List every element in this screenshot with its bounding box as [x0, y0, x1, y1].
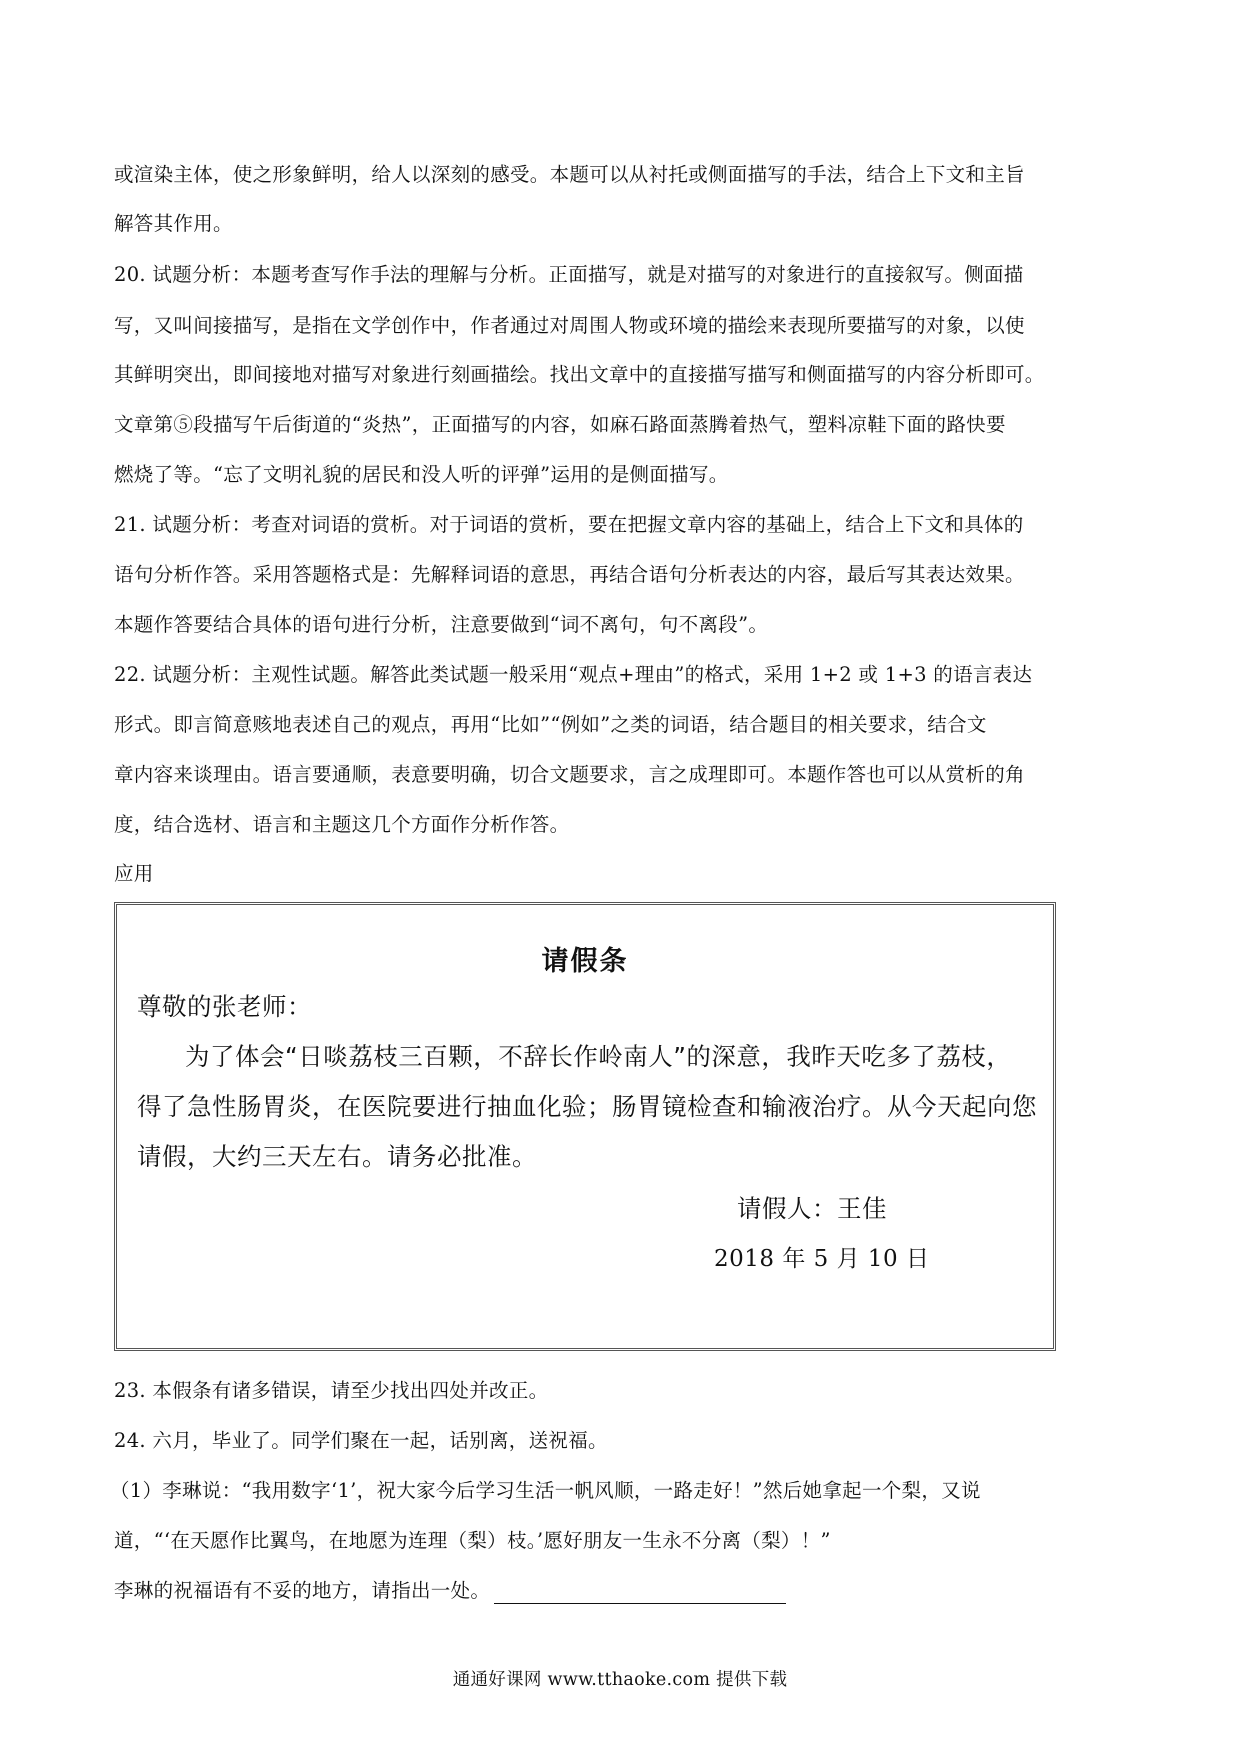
question-23: 23. 本假条有诸多错误，请至少找出四处并改正。	[114, 1379, 549, 1402]
leave-note-body: 为了体会“日啖荔枝三百颗，不辞长作岭南人”的深意，我昨天吃多了荔枝，	[185, 1042, 1012, 1071]
paragraph-21: 语句分析作答。采用答题格式是：先解释词语的意思，再结合语句分析表达的内容，最后写其表达效果。	[114, 563, 1025, 586]
leave-note-body: 请假，大约三天左右。请务必批准。	[137, 1142, 537, 1171]
paragraph-21: 21. 试题分析：考查对词语的赏析。对于词语的赏析，要在把握文章内容的基础上，结合上下文和具体的	[114, 513, 1024, 536]
paragraph-20: 其鲜明突出，即间接地对描写对象进行刻画描绘。找出文章中的直接描写描写和侧面描写的内容分析即可。	[114, 363, 1045, 386]
paragraph-20: 燃烧了等。“忘了文明礼貌的居民和没人听的评弹”运用的是侧面描写。	[114, 463, 729, 486]
section-heading: 应用	[114, 862, 154, 885]
leave-note-salutation: 尊敬的张老师：	[137, 992, 312, 1021]
question-24-prompt	[114, 1578, 1134, 1604]
paragraph-21: 本题作答要结合具体的语句进行分析，注意要做到“词不离句，句不离段”。	[114, 613, 769, 636]
paragraph-22: 度，结合选材、语言和主题这几个方面作分析作答。	[114, 813, 570, 836]
question-24-part-1: （1）李琳说：“我用数字‘1’，祝大家今后学习生活一帆风顺，一路走好！”然后她拿起一个梨，又说	[110, 1479, 981, 1502]
leave-note-date: 2018 年 5 月 10 日	[714, 1246, 930, 1272]
paragraph-22: 22. 试题分析：主观性试题。解答此类试题一般采用“观点+理由”的格式，采用 1+2 或 1+3 的语言表达	[114, 663, 1033, 686]
question-24-prompt-text: 李琳的祝福语有不妥的地方，请指出一处。	[114, 1579, 491, 1602]
paragraph-19-continued: 或渲染主体，使之形象鲜明，给人以深刻的感受。本题可以从衬托或侧面描写的手法，结合上下文和主旨	[114, 163, 1025, 186]
question-24: 24. 六月，毕业了。同学们聚在一起，话别离，送祝福。	[114, 1429, 608, 1452]
leave-note-box	[114, 902, 1056, 1351]
leave-note-body: 得了急性肠胃炎，在医院要进行抽血化验；肠胃镜检查和输液治疗。从今天起向您	[137, 1092, 1037, 1121]
paragraph-19-continued: 解答其作用。	[114, 212, 233, 235]
paragraph-22: 章内容来谈理由。语言要通顺，表意要明确，切合文题要求，言之成理即可。本题作答也可以从赏析的角	[114, 763, 1025, 786]
footer-source: 通通好课网 www.tthaoke.com 提供下载	[452, 1670, 788, 1690]
leave-note-title: 请假条	[541, 946, 629, 977]
question-24-part-1: 道，“‘在天愿作比翼鸟，在地愿为连理（梨）枝。’愿好朋友一生永不分离（梨）！”	[114, 1529, 831, 1552]
paragraph-20: 写，又叫间接描写，是指在文学创作中，作者通过对周围人物或环境的描绘来表现所要描写的对象，以使	[114, 314, 1025, 337]
paragraph-20: 20. 试题分析：本题考查写作手法的理解与分析。正面描写，就是对描写的对象进行的直接叙写。侧面描	[114, 263, 1024, 286]
paragraph-20: 文章第⑤段描写午后街道的“炎热”，正面描写的内容，如麻石路面蒸腾着热气，塑料凉鞋下面的路快要	[114, 413, 1006, 436]
leave-note-signer: 请假人：王佳	[737, 1194, 887, 1223]
paragraph-22: 形式。即言简意赅地表述自己的观点，再用“比如”“例如”之类的词语，结合题目的相关要求，结合文	[114, 713, 987, 736]
answer-blank[interactable]	[494, 1583, 786, 1604]
